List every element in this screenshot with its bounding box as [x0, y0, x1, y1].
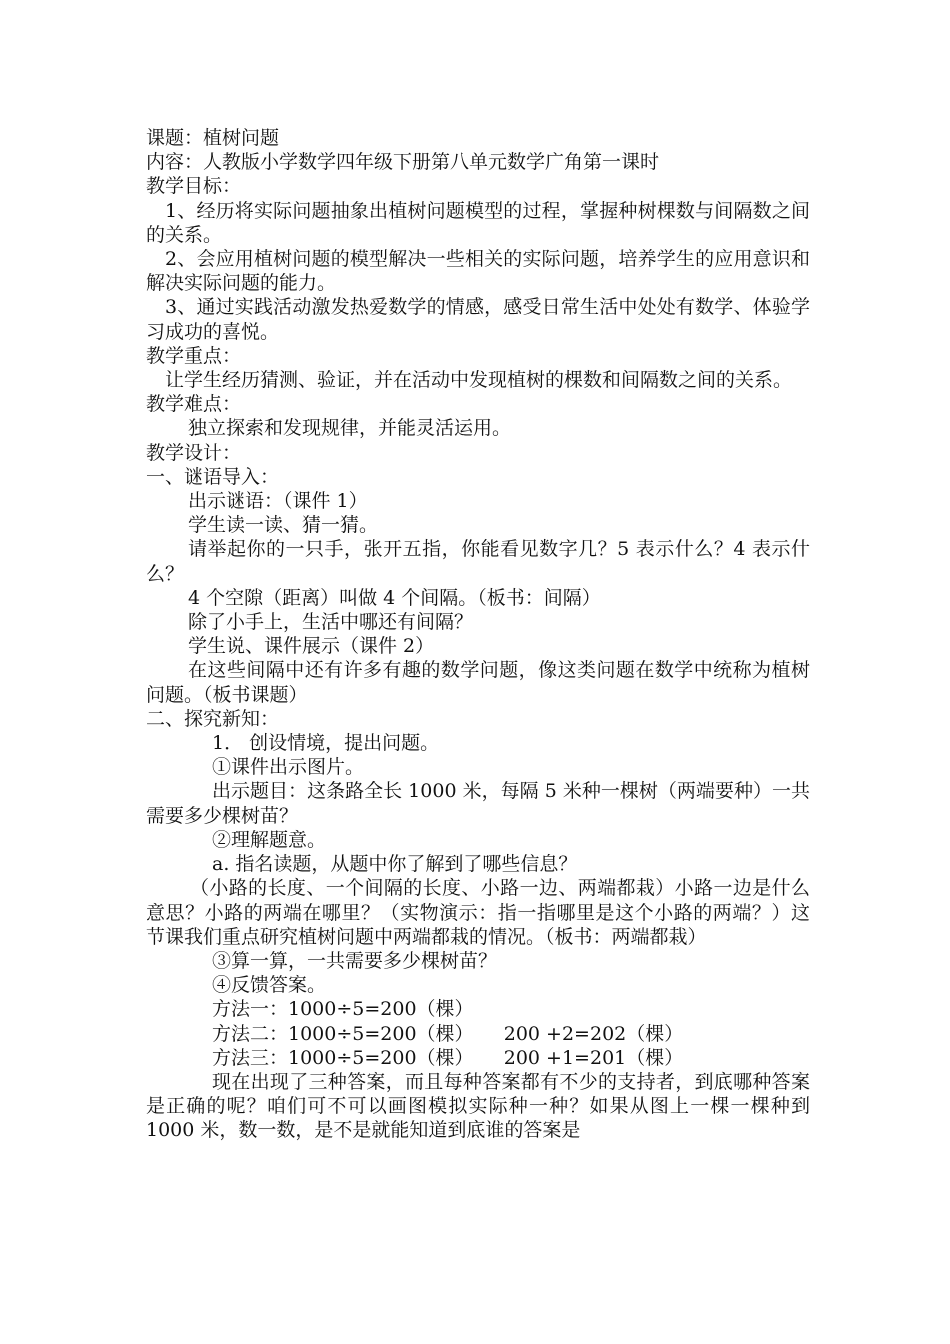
- section-1-paragraph: 学生读一读、猜一猜。: [188, 514, 379, 537]
- key-point-heading: 教学重点：: [146, 344, 242, 367]
- section-1-paragraph: 除了小手上，生活中哪还有间隔？: [188, 611, 474, 634]
- section-1-heading: 一、谜语导入：: [146, 465, 280, 488]
- method-line: 方法三：1000÷5=200（棵） 200 +1=201（棵）: [212, 1046, 684, 1069]
- section-1-paragraph: 请举起你的一只手，张开五指，你能看见数字几？5 表示什么？4 表示什么？: [146, 538, 810, 585]
- goal-1: 1、经历将实际问题抽象出植树问题模型的过程，掌握种树棵数与间隔数之间的关系。: [146, 199, 810, 246]
- section-2-paragraph: 出示题目：这条路全长 1000 米，每隔 5 米种一棵树（两端要种）一共需要多少棵树苗？: [146, 780, 810, 827]
- section-1-paragraph: 出示谜语：（课件 1）: [188, 490, 368, 513]
- difficult-point-heading: 教学难点：: [146, 393, 242, 416]
- section-2-paragraph: ②理解题意。: [212, 828, 327, 851]
- goal-3: 3、通过实践活动激发热爱数学的情感，感受日常生活中处处有数学、体验学习成功的喜悦。: [146, 296, 810, 343]
- design-heading: 教学设计：: [146, 441, 242, 464]
- key-point-text: 让学生经历猜测、验证，并在活动中发现植树的棵数和间隔数之间的关系。: [165, 369, 793, 392]
- method-line: 方法一：1000÷5=200（棵）: [212, 998, 474, 1021]
- section-2-heading: 二、探究新知：: [146, 707, 280, 730]
- lesson-content: 内容：人教版小学数学四年级下册第八单元数学广角第一课时: [146, 151, 660, 174]
- section-2-paragraph: ①课件出示图片。: [212, 756, 365, 779]
- section-2-paragraph: 1． 创设情境，提出问题。: [212, 732, 440, 755]
- section-1-paragraph: 学生说、课件展示（课件 2）: [188, 635, 435, 658]
- document-page: [146, 126, 810, 1143]
- lesson-title: 课题：植树问题: [146, 127, 280, 149]
- section-1-paragraph: 4 个空隙（距离）叫做 4 个间隔。（板书：间隔）: [188, 586, 601, 609]
- difficult-point-text: 独立探索和发现规律，并能灵活运用。: [188, 417, 512, 440]
- section-2-paragraph: （小路的长度、一个间隔的长度、小路一边、两端都栽）小路一边是什么意思？小路的两端在哪里？（实物演示：指一指哪里是这个小路的两端？）这节课我们重点研究植树问题中两端都栽的情况。（板书：两端都栽）: [146, 877, 810, 948]
- section-2-paragraph: ③算一算，一共需要多少棵树苗？: [212, 949, 498, 972]
- section-1-paragraph: 在这些间隔中还有许多有趣的数学问题，像这类问题在数学中统称为植树问题。（板书课题）: [146, 659, 810, 706]
- section-2-paragraph: ④反馈答案。: [212, 974, 327, 997]
- goals-heading: 教学目标：: [146, 175, 242, 198]
- section-2-paragraph: a. 指名读题，从题中你了解到了哪些信息？: [212, 853, 578, 876]
- goal-2: 2、会应用植树问题的模型解决一些相关的实际问题，培养学生的应用意识和解决实际问题的能力。: [146, 248, 810, 295]
- method-line: 方法二：1000÷5=200（棵） 200 +2=202（棵）: [212, 1022, 684, 1045]
- section-2-paragraph: 现在出现了三种答案，而且每种答案都有不少的支持者，到底哪种答案是正确的呢？咱们可不可以画图模拟实际种一种？如果从图上一棵一棵种到 1000 米，数一数，是不是就能知道到底谁的答案是: [146, 1070, 810, 1142]
